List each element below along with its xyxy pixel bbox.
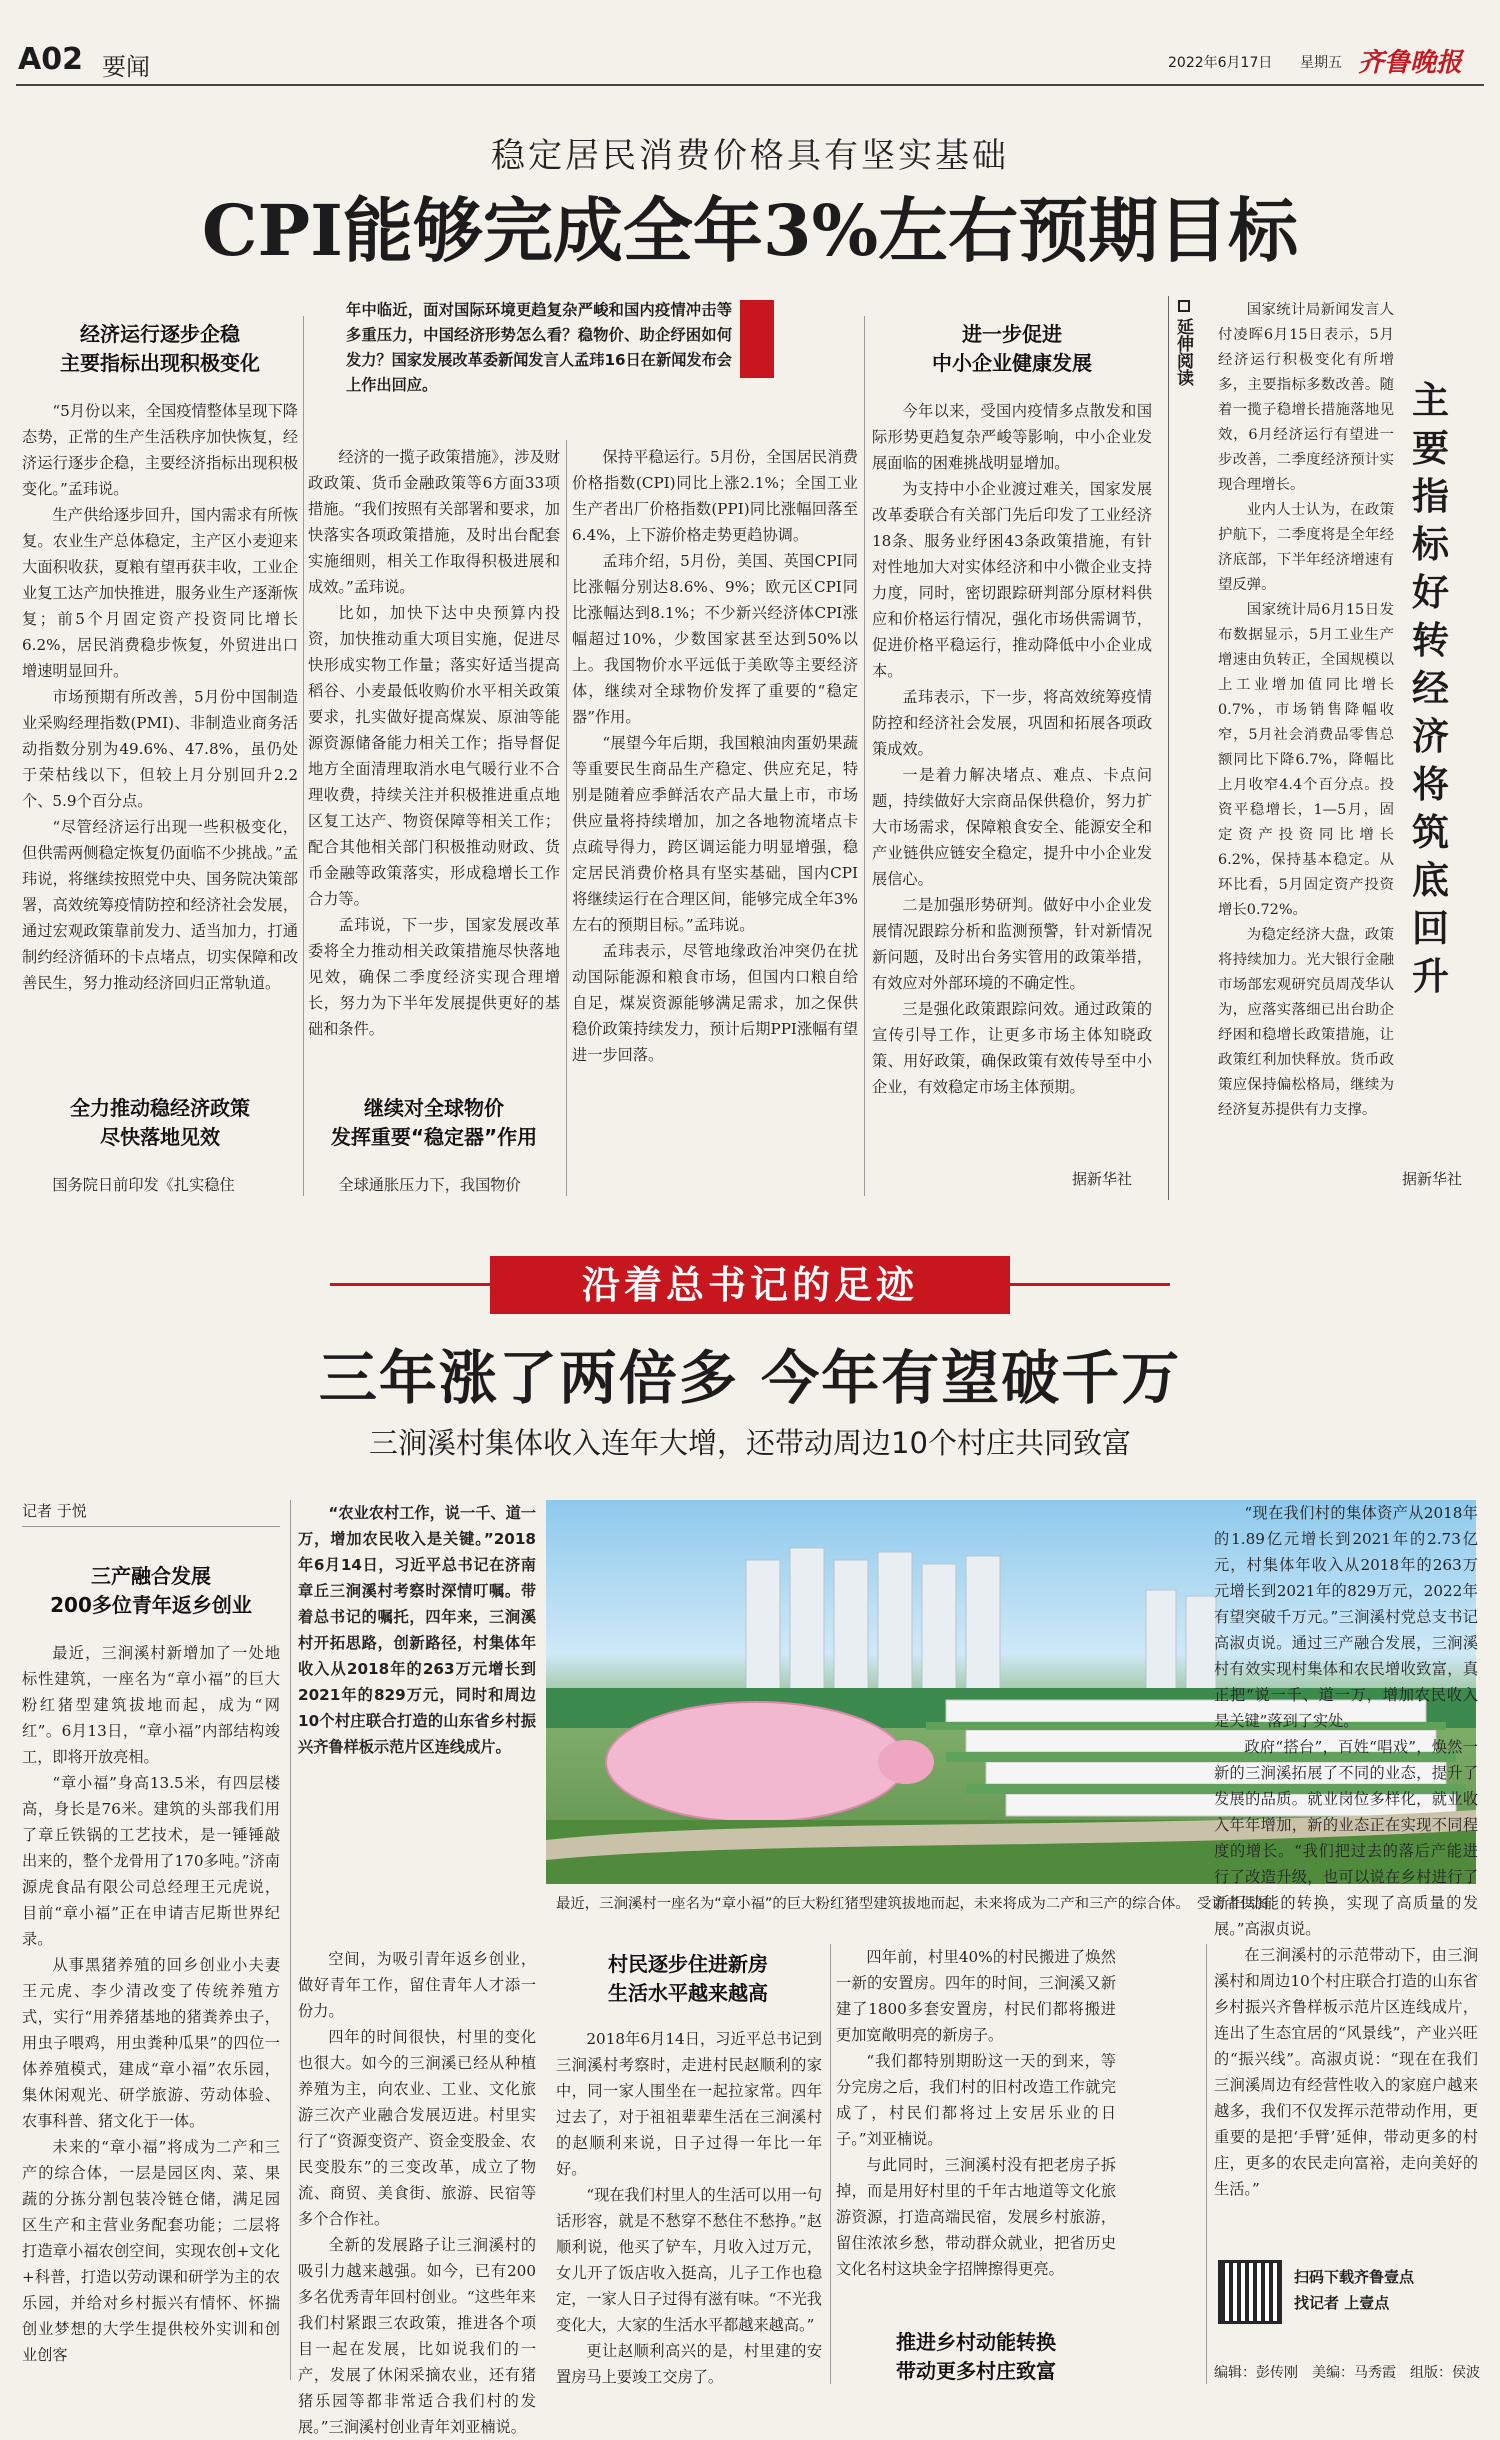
column-rule <box>1206 1944 1207 2384</box>
paragraph: 比如，加快下达中央预算内投资，加快推动重大项目实施，促进尽快形成实物工作量；落实好适当提高稻谷、小麦最低收购价水平相关政策要求，扎实做好提高煤炭、原油等能源资源储备能力相关工作；指导督促地方全面清理取消水电气暖行业不合理收费，持续关注并积极推进重点地区复工达产、物资保障等相关工作；配合其他相关部门积极推动财政、货币金融等政策落实，形成稳增长工作合力等。 <box>308 604 560 908</box>
page-number: A02 <box>18 42 83 77</box>
paragraph: 三是强化政策跟踪问效。通过政策的宣传引导工作，让更多市场主体知晓政策、用好政策，确保政策有效传导至中小企业，有效稳定市场主体预期。 <box>872 1000 1152 1096</box>
paragraph: 全新的发展路子让三涧溪村的吸引力越来越强。如今，已有200多名优秀青年回村创业。“这些年来我们村紧跟三农政策，推进各个项目一起在发展，比如说我们的一产，发展了休闲采摘农业，还有猪猪乐园等都非常适合我们村的发展。”三涧溪村创业青年刘亚楠说。 <box>298 2236 536 2436</box>
sidebar-title: 主要指标好转 经济将筑底回升 <box>1412 378 1449 998</box>
top-col-2 <box>308 444 560 1062</box>
top-col-4 <box>872 398 1152 1160</box>
story2-col-2 <box>298 1946 536 2436</box>
story2-quote <box>298 1500 536 1936</box>
sidebar-col-a <box>1218 298 1394 1188</box>
top-col-3 <box>572 444 858 1184</box>
paragraph: 经济的一揽子政策措施》，涉及财政政策、货币金融政策等6方面33项措施。“我们按照有关部署和要求，加快落实各项政策措施，及时出台配套实施细则，相关工作取得积极进展和成效。”孟玮说。 <box>308 448 560 596</box>
qr-code[interactable] <box>1218 2260 1282 2324</box>
issue-date: 2022年6月17日 <box>1168 55 1273 71</box>
column-rule <box>864 316 865 1196</box>
paragraph: 与此同时，三涧溪村没有把老房子拆掉，而是用好村里的千年古地道等文化旅游资源，打造高端民宿，发展乡村旅游，留住浓浓乡愁，带动群众就业，把省历史文化名村这块金字招牌擦得更亮。 <box>836 2156 1116 2278</box>
sidebar-source: 据新华社 <box>1402 1170 1463 1188</box>
story2-col-5 <box>1214 1500 1478 2352</box>
paragraph: “现在我们村的集体资产从2018年的1.89亿元增长到2021年的2.73亿元，村集体年收入从2018年的263万元增长到2021年的829万元，2022年有望突破千万元。”三涧溪村党总支书记高淑贞说。通过三产融合发展，三涧溪村有效实现村集体和农民增收致富，真正把“说一千、道一万，增加农民收入是关键”落到了实处。 <box>1214 1504 1478 1730</box>
story2-headline: 三年涨了两倍多 今年有望破千万 <box>318 1344 1182 1412</box>
column-rule <box>830 1944 831 2384</box>
paragraph: 政府“搭台”，百姓“唱戏”，焕然一新的三涧溪拓展了不同的业态，提升了发展的品质。就业岗位多样化，就业收入年年增加，新的业态正在实现不同程度的增长。“我们把过去的落后产能进行了改造升级，也可以说在乡村进行了新旧动能的转换，实现了高质量的发展。”高淑贞说。 <box>1214 1738 1478 1938</box>
qr-line-1: 扫码下载齐鲁壹点 <box>1294 2268 1415 2286</box>
top-story-kicker: 稳定居民消费价格具有坚实基础 <box>491 136 1009 176</box>
issue-weekday: 星期五 <box>1300 55 1342 71</box>
story2-col-4 <box>836 1944 1116 2314</box>
paragraph: 最近，三涧溪村新增加了一处地标性建筑，一座名为“章小福”的巨大粉红猪型建筑拔地而起，成为“网红”。6月13日，“章小福”内部结构竣工，即将开放亮相。 <box>22 1644 280 1766</box>
pig-building <box>606 1702 906 1822</box>
paragraph: 全球通胀压力下，我国物价 <box>338 1176 521 1194</box>
paragraph: “我们都特别期盼这一天的到来，等分完房之后，我们村的旧村改造工作就完成了，村民们都将过上安居乐业的日子。”刘亚楠说。 <box>836 2052 1116 2148</box>
paragraph: 业内人士认为，在政策护航下，二季度将是全年经济底部，下半年经济增速有望反弹。 <box>1218 502 1394 593</box>
sidebar-tag: 延伸阅读 <box>1173 318 1193 386</box>
top-subhead-4: 进一步促进 中小企业健康发展 <box>932 322 1092 375</box>
top-col-1 <box>22 398 298 1068</box>
page-credits: 编辑：彭传刚 美编：马秀霞 组版：侯波 <box>1214 2365 1480 2381</box>
paragraph: 生产供给逐步回升，国内需求有所恢复。农业生产总体稳定，主产区小麦迎来大面积收获，夏粮有望再获丰收，工业企业复工达产加快推进，服务业生产逐渐恢复；前5个月固定资产投资同比增长6.2%，居民消费稳步恢复，外贸进出口增速明显回升。 <box>22 506 298 680</box>
top-subhead-3: 继续对全球物价 发挥重要“稳定器”作用 <box>330 1096 538 1149</box>
section-banner <box>490 1256 1010 1314</box>
paragraph: 在三涧溪村的示范带动下，由三涧溪村和周边10个村庄联合打造的山东省乡村振兴齐鲁样板示范片区连线成片，连出了生态宜居的“风景线”，产业兴旺的“振兴线”。高淑贞说：“现在在我们三涧溪周边有经营性收入的家庭户越来越多，我们不仅发挥示范带动作用，更重要的是把‘手臂’延伸，带动更多的村庄，更多的农民走向富裕，走向美好的生活。” <box>1214 1946 1478 2198</box>
story2-subhead-3: 推进乡村动能转换 带动更多村庄致富 <box>896 2330 1056 2383</box>
column-rule <box>566 440 567 1196</box>
story2-col-1 <box>22 1640 280 2380</box>
paragraph: “展望今年后期，我国粮油肉蛋奶果蔬等重要民生商品生产稳定、供应充足，特别是随着应季鲜活农产品大量上市，市场供应量将持续增加，加之各地物流堵点卡点疏导得力，跨区调运能力明显增强，稳定居民消费价格具有坚实基础，国内CPI将继续运行在合理区间，能够完成全年3%左右的预期目标。”孟玮说。 <box>572 734 858 934</box>
paragraph: 为稳定经济大盘，政策将持续加力。光大银行金融市场部宏观研究员周茂华认为，应落实落细已出台助企纾困和稳增长政策措施，让政策红利加快释放。货币政策应保持偏松格局，继续为经济复苏提供有力支撑。 <box>1218 927 1394 1118</box>
paragraph: 孟玮表示，尽管地缘政治冲突仍在扰动国际能源和粮食市场，但国内口粮自给自足，煤炭资源能够满足需求，加之保供稳价政策持续发力，预计后期PPI涨幅有望进一步回落。 <box>572 942 858 1064</box>
paragraph: 为支持中小企业渡过难关，国家发展改革委联合有关部门先后印发了工业经济18条、服务业纾困43条政策措施，有针对性地加大对实体经济和中小微企业支持力度，同时，密切跟踪研判部分原材料供应和价格运行情况，强化市场供需调节，促进价格平稳运行，推动降低中小企业成本。 <box>872 480 1152 680</box>
paragraph: 孟玮表示，下一步，将高效统筹疫情防控和经济社会发展，巩固和拓展各项政策成效。 <box>872 688 1152 758</box>
paragraph: 二是加强形势研判。做好中小企业发展情况跟踪分析和监测预警，针对新情况新问题，及时出台务实管用的政策举措，有效应对外部环境的不确定性。 <box>872 896 1152 992</box>
paragraph: 未来的“章小福”将成为二产和三产的综合体，一层是园区肉、菜、果蔬的分拣分割包装冷链仓储，满足园区生产和主营业务配套功能；二层将打造章小福农创空间，实现农创+文化+科普，打造以劳动课和研学为主的农乐园，并给对乡村振兴有情怀、怀揣创业梦想的大学生提供校外实训和创业创客 <box>22 2138 280 2364</box>
story2-subhead-2: 村民逐步住进新房 生活水平越来越高 <box>608 1952 768 2005</box>
byline: 记者 于悦 <box>22 1502 87 1520</box>
paragraph: 国家统计局6月15日发布数据显示，5月工业生产增速由负转正，全国规模以上工业增加值同比增长0.7%，市场销售降幅收窄，5月社会消费品零售总额同比下降6.7%，降幅比上月收窄4.4个百分点。投资平稳增长，1—5月，固定资产投资同比增长6.2%，保持基本稳定。从环比看，5月固定资产投资增长0.72%。 <box>1218 602 1394 918</box>
paragraph: 一是着力解决堵点、难点、卡点问题，持续做好大宗商品保供稳价，努力扩大市场需求，保障粮食安全、能源安全和产业链供应链安全稳定，提升中小企业发展信心。 <box>872 766 1152 888</box>
top-col-2b <box>308 1172 560 1202</box>
banner-left-line <box>330 1283 490 1286</box>
paragraph: “农业农村工作，说一千、道一万，增加农民收入是关键。”2018年6月14日，习近平总书记在济南章丘三涧溪村考察时深情叮嘱。带着总书记的嘱托，四年来，三涧溪村开拓思路，创新路径，村集体年收入从2018年的263万元增长到2021年的829万元，同时和周边10个村庄联合打造的山东省乡村振兴齐鲁样板示范片区连线成片。 <box>298 1504 536 1756</box>
paragraph: “尽管经济运行出现一些积极变化，但供需两侧稳定恢复仍面临不少挑战。”孟玮说，将继续按照党中央、国务院决策部署，高效统筹疫情防控和经济社会发展，通过宏观政策靠前发力、适当加力，打通制约经济循环的卡点堵点，切实保障和改善民生，努力推动经济回归正常轨道。 <box>22 818 298 992</box>
column-rule <box>1168 296 1169 1200</box>
story2-subhead-1: 三产融合发展 200多位青年返乡创业 <box>50 1564 252 1617</box>
byline-rule <box>22 1526 280 1527</box>
paragraph: 保持平稳运行。5月份，全国居民消费价格指数(CPI)同比上涨2.1%；全国工业生产者出厂价格指数(PPI)同比涨幅回落至6.4%，上下游价格走势更趋协调。 <box>572 448 858 544</box>
top-story-headline: CPI能够完成全年3%左右预期目标 <box>201 189 1299 272</box>
paragraph: 四年的时间很快，村里的变化也很大。如今的三涧溪已经从种植养殖为主，向农业、工业、文化旅游三次产业融合发展迈进。村里实行了“资源变资产、资金变股金、农民变股东”的三变改革，成立了物流、商贸、美食街、旅游、民宿等多个合作社。 <box>298 2028 536 2228</box>
paragraph: 孟玮说，下一步，国家发展改革委将全力推动相关政策措施尽快落地见效，确保二季度经济实现合理增长，努力为下半年发展提供更好的基础和条件。 <box>308 916 560 1038</box>
paper-logo: 齐鲁晚报 <box>1358 48 1463 78</box>
qr-line-2: 找记者 上壹点 <box>1294 2294 1390 2312</box>
top-lead: 年中临近，面对国际环境更趋复杂严峻和国内疫情冲击等多重压力，中国经济形势怎么看？稳物价、助企纾困如何发力？国家发展改革委新闻发言人孟玮16日在新闻发布会上作出回应。 <box>346 301 732 394</box>
paragraph: 2018年6月14日，习近平总书记到三涧溪村考察时，走进村民赵顺利的家中，同一家人围坐在一起拉家常。四年过去了，对于祖祖辈辈生活在三涧溪村的赵顺利来说，日子过得一年比一年好。 <box>556 2030 822 2178</box>
column-rule <box>303 316 304 1196</box>
sidebar-tag-mark <box>1178 300 1190 312</box>
paragraph: 国家统计局新闻发言人付凌晖6月15日表示，5月经济运行积极变化有所增多，主要指标多数改善。随着一揽子稳增长措施落地见效，6月经济运行有望进一步改善，二季度经济预计实现合理增长。 <box>1218 302 1394 493</box>
masthead-rule <box>16 84 1484 86</box>
paragraph: “现在我们村里人的生活可以用一句话形容，就是不愁穿不愁住不愁挣。”赵顺利说，他买了铲车，月收入过万元，女儿开了饭店收入挺高，儿子工作也稳定，一家人日子过得有滋有味。“不光我变化大，大家的生活水平都越来越高。” <box>556 2186 822 2334</box>
paragraph: 市场预期有所改善，5月份中国制造业采购经理指数(PMI)、非制造业商务活动指数分别为49.6%、47.8%，虽仍处于荣枯线以下，但较上月分别回升2.2个、5.9个百分点。 <box>22 688 298 810</box>
section-name: 要闻 <box>102 53 150 81</box>
paragraph: 空间，为吸引青年返乡创业，做好青年工作，留住青年人才添一份力。 <box>298 1950 536 2020</box>
top-source: 据新华社 <box>1072 1170 1133 1188</box>
paragraph: 四年前，村里40%的村民搬进了焕然一新的安置房。四年的时间，三涧溪又新建了1800多套安置房，村民们都将搬进更加宽敞明亮的新房子。 <box>836 1948 1116 2044</box>
section-banner-label: 沿着总书记的足迹 <box>581 1262 918 1307</box>
paragraph: “5月份以来，全国疫情整体呈现下降态势，正常的生产生活秩序加快恢复，经济运行逐步企稳，主要经济指标出现积极变化。”孟玮说。 <box>22 402 298 498</box>
top-subhead-1: 经济运行逐步企稳 主要指标出现积极变化 <box>60 322 260 375</box>
banner-right-line <box>1010 1283 1170 1286</box>
paragraph: 从事黑猪养殖的回乡创业小夫妻王元虎、李少清改变了传统养殖方式，实行“用养猪基地的猪粪养虫子，用虫子喂鸡，用虫粪种瓜果”的四位一体养殖模式，建成“章小福”农乐园，集休闲观光、研学旅游、劳动体验、农事科普、猪文化于一体。 <box>22 1956 280 2130</box>
top-col-1b <box>22 1172 298 1202</box>
column-rule <box>290 1500 291 2380</box>
photo-caption: 最近，三涧溪村一座名为“章小福”的巨大粉红猪型建筑拔地而起，未来将成为二产和三产的综合体。 受访者供图 <box>556 1896 1269 1912</box>
story2-col-3 <box>556 2026 822 2386</box>
paragraph: 孟玮介绍，5月份，美国、英国CPI同比涨幅分别达8.6%、9%；欧元区CPI同比涨幅达到8.1%；不少新兴经济体CPI涨幅超过10%，少数国家甚至达到50%以上。我国物价水平远低于美欧等主要经济体，继续对全球物价发挥了重要的“稳定器”作用。 <box>572 552 858 726</box>
story2-subhead: 三涧溪村集体收入连年大增，还带动周边10个村庄共同致富 <box>369 1426 1131 1460</box>
top-subhead-2: 全力推动稳经济政策 尽快落地见效 <box>70 1096 250 1149</box>
paragraph: “章小福”身高13.5米，有四层楼高，身长是76米。建筑的头部我们用了章丘铁锅的工艺技术，是一锤锤敲出来的，整个龙骨用了170多吨。”济南源虎食品有限公司总经理王元虎说，目前“章小福”正在申请吉尼斯世界纪录。 <box>22 1774 280 1948</box>
paragraph: 国务院日前印发《扎实稳住 <box>52 1176 235 1194</box>
paragraph: 更让赵顺利高兴的是，村里建的安置房马上要竣工交房了。 <box>556 2342 822 2386</box>
red-block-decoration <box>740 300 774 378</box>
paragraph: 今年以来，受国内疫情多点散发和国际形势更趋复杂严峻等影响，中小企业发展面临的困难挑战明显增加。 <box>872 402 1152 472</box>
